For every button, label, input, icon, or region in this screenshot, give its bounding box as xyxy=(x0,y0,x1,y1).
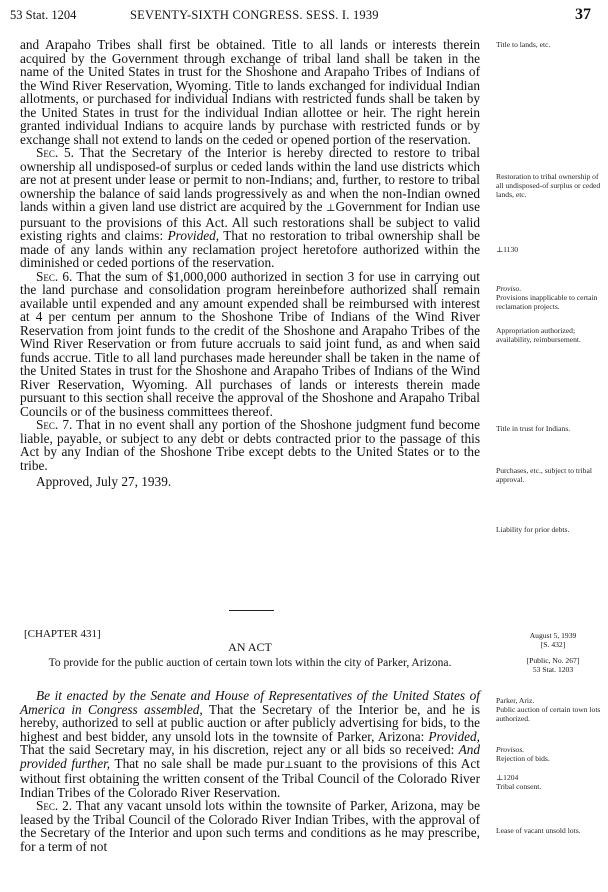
stat-citation: 53 Stat. 1203 xyxy=(532,665,574,674)
section-2: Sec. 2. That any vacant unsold lots within the townsite of Parker, Arizona, may be leased by the Tribal Council of the Colorado River Indian Tribes, with the approval of the Secretary of the Interior and upon such terms and conditions as he may prescribe, for a term of not xyxy=(20,798,480,854)
margin-note: Purchases, etc., subject to tribal approval. xyxy=(496,466,592,484)
page-break-mark: ⊥ xyxy=(284,759,294,771)
statute-text xyxy=(20,38,480,489)
enacting-section: Be it enacted by the Senate and House of Representatives of the United States of America in Congress assembled, That the Secretary of the Interior be, and he is hereby, authorized to sell at public auction or after publicly advertising for bids, to the highest and best bidder, any unsold lots in the townsite of Parker, Arizona: Provided, That the said Secretary may, in his discretion, reject any or all bids so received: And provided further, That no sale shall be made pur⊥suant to the provisions of this Act without first obtaining the written consent of the Tribal Council of the Colorado River Indian Tribes of the Colorado River Reservation. xyxy=(20,688,481,800)
paragraph-title-to-lands: and Arapaho Tribes shall first be obtained. Title to all lands or interests therein acquired by the Government through exchange of tribal land shall be taken in the name of the United States in trust for the Shoshone and Arapaho Tribes of Indians of the Wind River Reservation, Wyoming. Title to lands exchanged for individual Indian allotments, or purchased for individual Indians with restricted funds shall be taken by the United States in trust for the individual Indian allottee or heir. The right herein granted individual Indians to acquire lands by purchase with restricted funds or by exchange shall not extend to lands on the ceded or opened portion of the reservation. xyxy=(20,37,480,147)
running-header xyxy=(0,6,608,26)
margin-note: Parker, Ariz. xyxy=(496,696,535,705)
act-heading: AN ACT xyxy=(228,640,272,654)
page-break-mark: ⊥ xyxy=(326,203,336,214)
margin-note: Public auction of certain town lots authorized. xyxy=(496,705,601,723)
section-7: Sec. 7. That in no event shall any portion of the Shoshone judgment fund become liable, payable, or subject to any debt or debts contracted prior to the passage of this Act by any Indian of the Shoshone Tribe except debts to the United States or to the tribe. xyxy=(20,417,480,473)
margin-note: Title to lands, etc. xyxy=(496,40,551,49)
approval-date: August 5, 1939 xyxy=(529,631,577,640)
section-divider xyxy=(229,610,274,611)
further-proviso: And provided further, xyxy=(20,742,480,771)
public-law-number: [Public, No. 267] xyxy=(526,656,580,665)
chapter-label: [CHAPTER 431] xyxy=(24,628,101,640)
margin-note: ⊥1130 xyxy=(496,245,519,254)
margin-note: Lease of vacant unsold lots. xyxy=(496,826,581,835)
margin-note: Appropriation authorized; availability, reimbursement. xyxy=(496,326,581,344)
margin-note: ⊥1204 xyxy=(496,773,519,782)
header-citation: 53 Stat. 1204 xyxy=(10,8,77,22)
section-label: Sec. 7. xyxy=(36,417,73,432)
proviso-word: Provided, xyxy=(167,228,220,243)
act-text xyxy=(20,689,480,853)
enacting-clause: Be it enacted by the Senate and House of Representatives of the United States of America in Congress assembled, xyxy=(20,688,480,717)
section-label: Sec. 5. xyxy=(36,145,74,160)
header-congress: SEVENTY-SIXTH CONGRESS. SESS. I. 1939 xyxy=(130,8,379,22)
margin-note: Proviso. Provisions inapplicable to certain reclamation projects. xyxy=(496,284,598,311)
page-number: 37 xyxy=(575,6,591,23)
approval-line: Approved, July 27, 1939. xyxy=(36,474,172,489)
section-label: Sec. 2. xyxy=(36,798,73,813)
section-label: Sec. 6. xyxy=(36,268,73,284)
margin-note: Provisos. Rejection of bids. xyxy=(496,745,550,763)
section-5: Sec. 5. That the Secretary of the Interior is hereby directed to restore to tribal ownership all undisposed-of surplus or ceded lands within the land use districts which are not at present under lease or permit to non-Indians; and, further, to restore to tribal ownership the balance of said lands progressively as and when the non-Indian owned lands within a given land use district are acquired by the ⊥Government for Indian use pursuant to the provisions of this Act. All such restorations shall be subject to valid existing rights and claims: Provided, That no restoration to tribal ownership shall be made of any lands within any reclamation project heretofore authorized within the diminished or ceded portions of the reservation. xyxy=(20,145,481,270)
proviso-word: Provided, xyxy=(428,728,480,744)
bill-number: [S. 432] xyxy=(540,640,566,649)
margin-note: Liability for prior debts. xyxy=(496,525,570,534)
act-title: To provide for the public auction of certain town lots within the city of Parker, Arizona. xyxy=(48,657,452,669)
margin-note: Title in trust for Indians. xyxy=(496,424,571,433)
margin-note: Restoration to tribal ownership of all undisposed-of surplus or ceded lands, etc. xyxy=(496,172,601,199)
margin-note: Tribal consent. xyxy=(496,782,542,791)
section-6: Sec. 6. That the sum of $1,000,000 authorized in section 3 for use in carrying out the land purchase and consolidation program hereinbefore authorized shall remain available until expended and any amount expended shall be reimbursed with interest at 4 per centum per annum to the Shoshone Tribe of Indians of the Wind River Reservation from joint funds to the credit of the Shoshone and Arapaho Tribes of the Wind River Reservation or from future accruals to said joint fund, as and when said funds accrue. Title to all land purchases made hereunder shall be taken in the name of the United States in trust for the Shoshone and Arapaho Tribes of Indians of the Wind River Reservation, Wyoming. All purchases of lands or interests therein made pursuant to this section shall receive the approval of the Shoshone and Arapaho Tribal Councils or of the business committees thereof. xyxy=(20,268,480,419)
